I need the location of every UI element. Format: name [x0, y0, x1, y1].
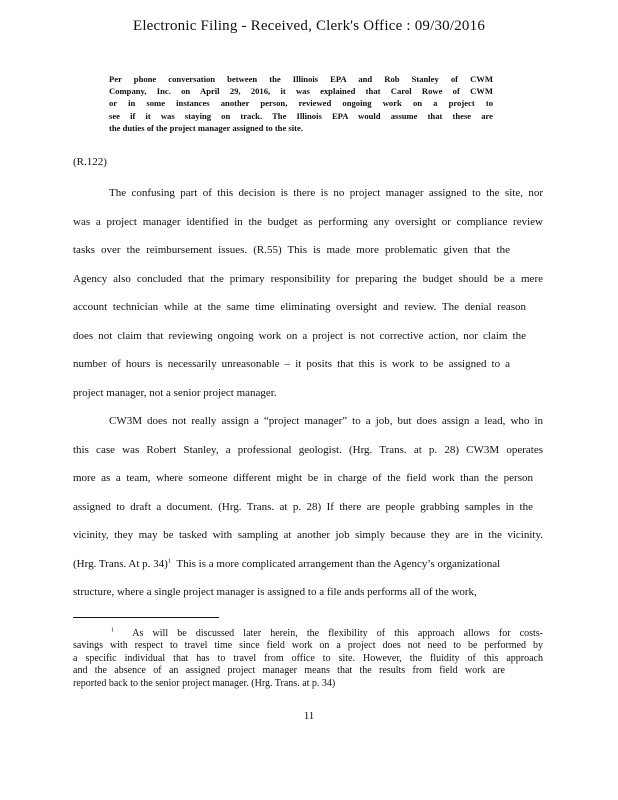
filing-header: Electronic Filing - Received, Clerk's Office : 09/30/2016	[132, 18, 486, 34]
footnote-line: a specific individual that has to travel from office to site. However, the fluidity of this approach	[73, 652, 543, 664]
quote-line: the duties of the project manager assigned to the site.	[109, 122, 303, 133]
quote-line: see if it was staying on track. The Illinois EPA would assume that these are	[109, 110, 493, 121]
quote-line: Company, Inc. on April 29, 2016, it was explained that Carol Rowe of CWM	[109, 86, 493, 97]
footnote-line	[73, 628, 543, 640]
paragraph-line: CW3M does not really assign a “project manager” to a job, but does assign a lead, who in	[109, 415, 543, 427]
paragraph-line: assigned to draft a document. (Hrg. Trans. at p. 28) If there are people grabbing samples in the	[73, 501, 533, 513]
page-number: 11	[303, 710, 315, 722]
record-citation: (R.122)	[73, 156, 107, 168]
footnote	[73, 628, 543, 690]
quote-line: Per phone conversation between the Illinois EPA and Rob Stanley of CWM	[109, 74, 493, 84]
paragraph-line: more as a team, where someone different might be in charge of the field work than the person	[73, 472, 533, 484]
paragraph-line: vicinity, they may be tasked with sampling at another job simply because they are in the vicinity.	[73, 529, 543, 541]
footnote-line: and the absence of an assigned project manager means that the results from field work are	[73, 665, 505, 677]
footnote-line: reported back to the senior project manager. (Hrg. Trans. at p. 34)	[73, 677, 336, 689]
paragraph-line: account technician while at the same time eliminating oversight and review. The denial reason	[73, 301, 526, 313]
paragraph-line	[73, 558, 505, 570]
quote-line: or in some instances another person, reviewed ongoing work on a project to	[109, 98, 493, 109]
paragraph-line: was a project manager identified in the budget as performing any oversight or compliance review	[73, 216, 543, 228]
paragraph-line: structure, where a single project manager is assigned to a file ands performs all of the work,	[73, 586, 477, 598]
paragraph-line: number of hours is necessarily unreasonable – it posits that this is work to be assigned to a	[73, 358, 510, 370]
paragraph-line: this case was Robert Stanley, a professional geologist. (Hrg. Trans. at p. 28) CW3M operates	[73, 444, 543, 456]
footnote-divider	[73, 617, 219, 618]
paragraph-fragment: This is a more complicated arrangement than the Agency’s organizational	[176, 558, 501, 570]
footnote-line: savings with respect to travel time since field work on a project does not need to be performed by	[73, 640, 543, 652]
footnote-marker: 1	[111, 627, 114, 634]
paragraph-line: tasks over the reimbursement issues. (R.55) This is made more problematic given that the	[73, 244, 510, 256]
paragraph-line: Agency also concluded that the primary responsibility for preparing the budget should be a mere	[73, 273, 543, 285]
footnote-ref: 1	[167, 558, 171, 565]
paragraph-line: project manager, not a senior project manager.	[73, 387, 277, 399]
paragraph-line: The confusing part of this decision is there is no project manager assigned to the site, nor	[109, 187, 543, 199]
footnote-text: As will be discussed later herein, the flexibility of this approach allows for costs-	[132, 628, 544, 639]
paragraph-fragment: (Hrg. Trans. At p. 34)	[73, 558, 168, 570]
paragraph-line: does not claim that reviewing ongoing work on a project is not corrective action, nor claim the	[73, 330, 526, 342]
block-quote	[109, 73, 493, 134]
